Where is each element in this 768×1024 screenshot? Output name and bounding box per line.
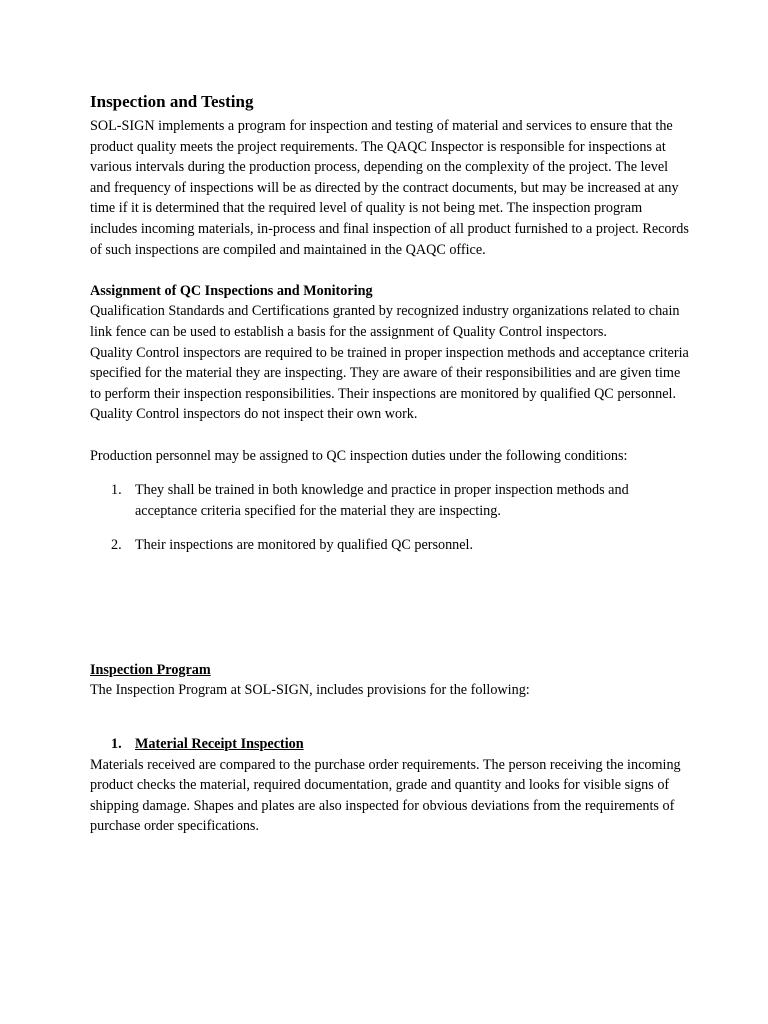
spacer — [90, 466, 690, 480]
list-number: 2. — [111, 537, 122, 554]
spacer — [90, 556, 690, 660]
qualification-paragraph: Qualification Standards and Certifications granted by recognized industry organizations related to chain link fence can be used to establish a basis for the assignment of Quality Control inspectors. — [90, 303, 680, 340]
inspection-testing-paragraph: SOL-SIGN implements a program for inspection and testing of material and services to ensure that the product quality meets the project requirements. The QAQC Inspector is responsible for inspections at various intervals during the production process, depending on the complexity of the project. The level and frequency of inspections will be as directed by the contract documents, but may be increased at any time if it is determined that the required level of quality is not being met. The inspection program includes incoming materials, in-process and final inspection of all product furnished to a project. Records of such inspections are compiled and maintained in the QAQC office. — [90, 118, 689, 258]
section-title: Inspection and Testing — [90, 92, 254, 111]
spacer — [90, 260, 690, 281]
production-personnel-paragraph: Production personnel may be assigned to QC inspection duties under the following conditions: — [90, 447, 628, 464]
list-item — [90, 535, 690, 556]
inspection-program-heading: Inspection Program — [90, 661, 211, 678]
spacer — [90, 701, 690, 734]
list-item — [90, 734, 690, 755]
document-page — [90, 88, 690, 837]
material-receipt-paragraph: Materials received are compared to the purchase order requirements. The person receiving the incoming product checks the material, required documentation, grade and quantity and looks for visible signs of shipping damage. Shapes and plates are also inspected for obvious deviations from the requirements of purchase order specifications. — [90, 756, 681, 835]
list-number: 1. — [111, 736, 122, 753]
list-number: 1. — [111, 482, 122, 499]
list-item — [90, 480, 690, 521]
assignment-heading: Assignment of QC Inspections and Monitoring — [90, 282, 373, 299]
spacer — [90, 425, 690, 446]
inspection-program-intro: The Inspection Program at SOL-SIGN, includes provisions for the following: — [90, 682, 530, 699]
list-text: Their inspections are monitored by qualified QC personnel. — [135, 537, 474, 554]
list-text: They shall be trained in both knowledge and practice in proper inspection methods and acceptance criteria specified for the material they are inspecting. — [135, 482, 629, 519]
training-paragraph: Quality Control inspectors are required to be trained in proper inspection methods and acceptance criteria specified for the material they are inspecting. They are aware of their responsibilities and are given time to perform their inspection responsibilities. Their inspections are monitored by qualified QC personnel. — [90, 344, 689, 402]
conditions-list — [90, 480, 690, 556]
own-work-paragraph: Quality Control inspectors do not inspect their own work. — [90, 406, 418, 423]
material-receipt-heading: Material Receipt Inspection — [135, 736, 304, 753]
program-list — [90, 734, 690, 755]
